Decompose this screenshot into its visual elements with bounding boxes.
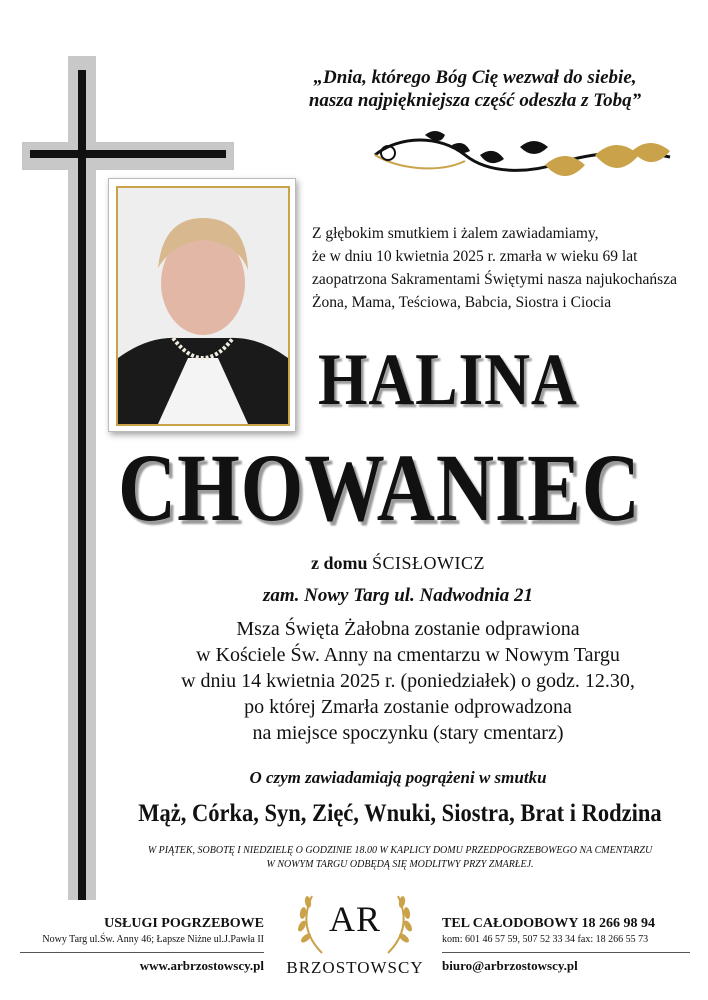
- first-name: HALINA: [318, 339, 578, 421]
- mourners-intro: O czym zawiadamiają pogrążeni w smutku: [249, 768, 547, 787]
- quote-line-1: „Dnia, którego Bóg Cię wezwał do siebie,: [313, 67, 637, 88]
- logo-name: BRZOSTOWSCY: [286, 958, 424, 977]
- cross-horizontal-bar: [30, 150, 226, 158]
- logo-initials: AR: [328, 899, 381, 939]
- intro-line-1: Z głębokim smutkiem i żalem zawiadamiamy,: [312, 225, 599, 242]
- mass-line-1: Msza Święta Żałobna zostanie odprawiona: [236, 618, 580, 640]
- mass-line-3: w dniu 14 kwietnia 2025 r. (poniedziałek) o godz. 12.30,: [181, 670, 635, 692]
- maiden-prefix: z domu: [310, 553, 368, 573]
- prayer-line-2: W NOWYM TARGU ODBĘDĄ SIĘ MODLITWY PRZY ZMARŁEJ.: [266, 859, 534, 870]
- prayer-line-1: W PIĄTEK, SOBOTĘ I NIEDZIELĘ O GODZINIE 18.00 W KAPLICY DOMU PRZEDPOGRZEBOWEGO NA CMENTARZU: [147, 845, 653, 856]
- residence-address: zam. Nowy Targ ul. Nadwodnia 21: [262, 585, 534, 606]
- prayer-schedule: [100, 844, 700, 872]
- phone-number[interactable]: TEL CAŁODOBOWY 18 266 98 94: [442, 916, 656, 931]
- company-logo: [282, 888, 428, 988]
- footer-divider-left: [20, 952, 264, 953]
- last-name: CHOWANIEC: [118, 434, 641, 541]
- maiden-name-line: [118, 553, 678, 574]
- portrait-frame: [108, 178, 296, 432]
- intro-line-2: że w dniu 10 kwietnia 2025 r. zmarła w wieku 69 lat: [312, 248, 638, 265]
- mass-line-2: w Kościele Św. Anny na cmentarzu w Nowym Targu: [196, 644, 620, 666]
- mass-line-5: na miejsce spoczynku (stary cmentarz): [252, 722, 564, 744]
- cross-vertical-bar: [78, 70, 86, 900]
- funeral-services-title: USŁUGI POGRZEBOWE: [104, 916, 264, 931]
- quote-line-2: nasza najpiękniejsza część odeszła z Tobą”: [308, 90, 642, 111]
- vine-ornament-icon: [370, 125, 680, 190]
- mobile-fax-numbers: kom: 601 46 57 59, 507 52 33 34 fax: 18 266 55 73: [442, 934, 649, 945]
- mourners-family: Mąż, Córka, Syn, Zięć, Wnuki, Siostra, Brat i Rodzina: [138, 800, 662, 827]
- portrait-photo: [116, 186, 290, 426]
- website-link[interactable]: www.arbrzostowscy.pl: [139, 958, 264, 973]
- intro-line-4: Żona, Mama, Teściowa, Babcia, Siostra i Ciocia: [312, 294, 612, 311]
- announcement-intro: [312, 222, 692, 314]
- email-link[interactable]: biuro@arbrzostowscy.pl: [442, 958, 578, 973]
- funeral-services-address: Nowy Targ ul.Św. Anny 46; Łapsze Niżne ul.J.Pawła II: [42, 934, 264, 945]
- funeral-mass-details: [118, 616, 698, 746]
- portrait-icon: [118, 188, 288, 424]
- mass-line-4: po której Zmarła zostanie odprowadzona: [244, 696, 572, 718]
- footer-divider-right: [442, 952, 690, 953]
- memorial-quote: [262, 66, 688, 112]
- intro-line-3: zaopatrzona Sakramentami Świętymi nasza najukochańsza: [312, 271, 677, 288]
- maiden-name: ŚCISŁOWICZ: [372, 553, 485, 573]
